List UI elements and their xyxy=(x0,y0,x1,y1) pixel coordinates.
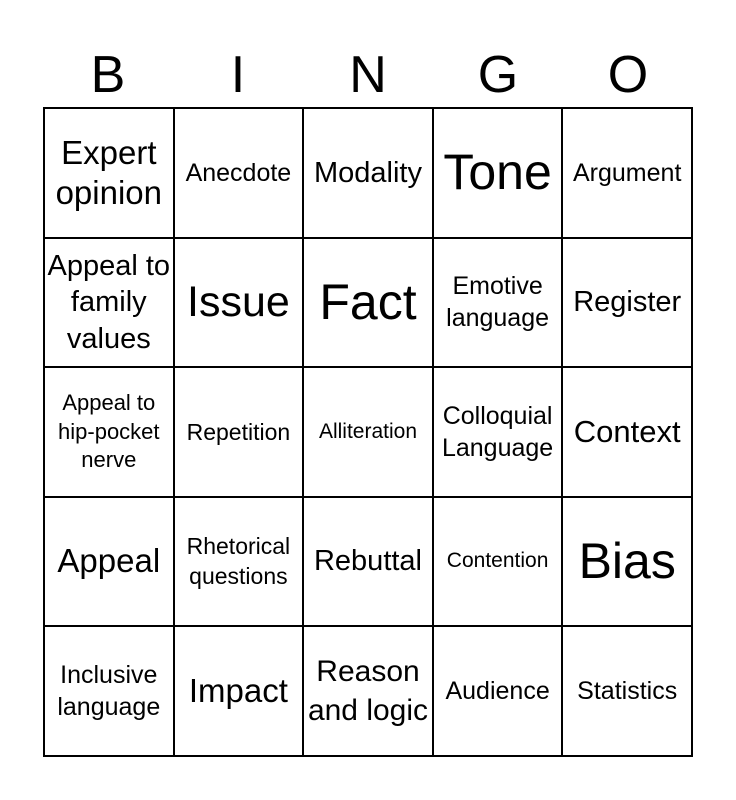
bingo-cell[interactable]: Appeal to family values xyxy=(45,239,175,369)
bingo-cell[interactable]: Modality xyxy=(304,109,434,239)
bingo-board xyxy=(43,107,693,757)
bingo-cell[interactable]: Context xyxy=(563,368,693,498)
bingo-cell[interactable]: Repetition xyxy=(175,368,305,498)
bingo-cell[interactable]: Fact xyxy=(304,239,434,369)
bingo-cell[interactable]: Colloquial Language xyxy=(434,368,564,498)
bingo-cell[interactable]: Contention xyxy=(434,498,564,628)
header-letter-b: B xyxy=(90,46,126,104)
bingo-cell[interactable]: Rhetorical questions xyxy=(175,498,305,628)
bingo-cell[interactable]: Appeal to hip-pocket nerve xyxy=(45,368,175,498)
bingo-cell[interactable]: Statistics xyxy=(563,627,693,757)
bingo-cell[interactable]: Impact xyxy=(175,627,305,757)
bingo-cell[interactable]: Bias xyxy=(563,498,693,628)
bingo-cell[interactable]: Emotive language xyxy=(434,239,564,369)
bingo-cell[interactable]: Tone xyxy=(434,109,564,239)
bingo-cell[interactable]: Reason and logic xyxy=(304,627,434,757)
bingo-cell[interactable]: Expert opinion xyxy=(45,109,175,239)
bingo-header xyxy=(43,42,693,108)
bingo-cell[interactable]: Issue xyxy=(175,239,305,369)
bingo-cell[interactable]: Register xyxy=(563,239,693,369)
bingo-cell[interactable]: Alliteration xyxy=(304,368,434,498)
header-letter-o: O xyxy=(607,46,649,104)
header-letter-g: G xyxy=(477,46,519,104)
bingo-cell[interactable]: Rebuttal xyxy=(304,498,434,628)
bingo-cell[interactable]: Audience xyxy=(434,627,564,757)
bingo-cell[interactable]: Argument xyxy=(563,109,693,239)
bingo-cell[interactable]: Anecdote xyxy=(175,109,305,239)
header-letter-i: I xyxy=(230,46,246,104)
bingo-cell[interactable]: Inclusive language xyxy=(45,627,175,757)
bingo-cell[interactable]: Appeal xyxy=(45,498,175,628)
header-letter-n: N xyxy=(349,46,387,104)
